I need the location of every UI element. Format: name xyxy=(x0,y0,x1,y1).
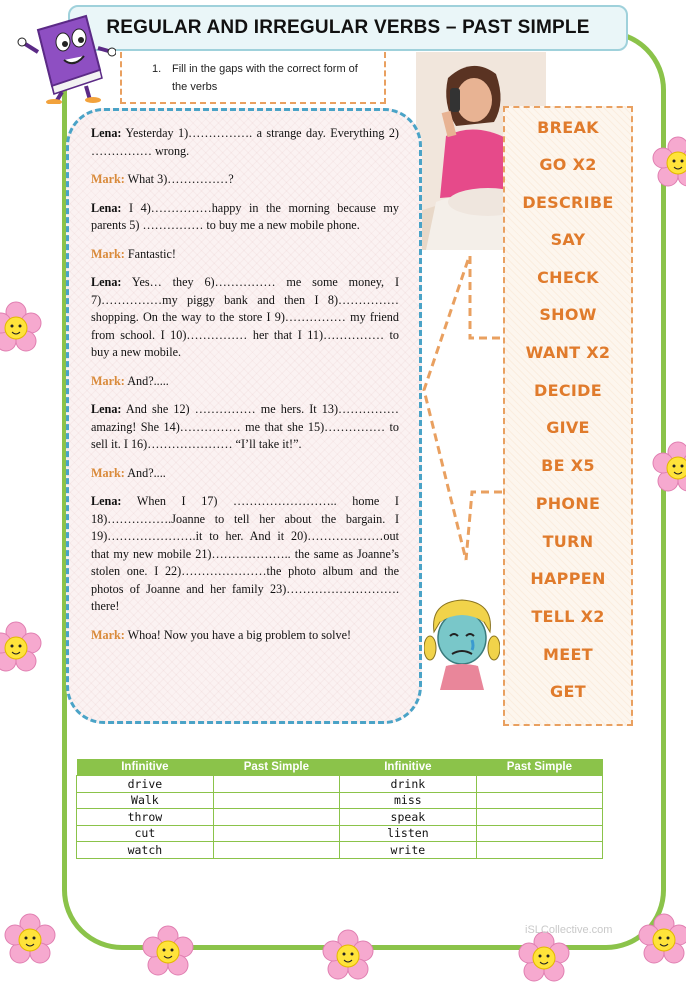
verb-item: GO X2 xyxy=(539,155,597,174)
past-simple-cell[interactable] xyxy=(213,809,339,826)
infinitive-cell: throw xyxy=(77,809,214,826)
past-simple-cell[interactable] xyxy=(476,809,602,826)
speaker-lena: Lena: xyxy=(91,494,122,508)
column-header: Infinitive xyxy=(339,759,476,776)
infinitive-cell: watch xyxy=(77,842,214,859)
verb-item: DESCRIBE xyxy=(522,193,614,212)
sad-girl-icon xyxy=(424,592,500,690)
column-header: Infinitive xyxy=(77,759,214,776)
infinitive-cell: listen xyxy=(339,825,476,842)
verb-item: BREAK xyxy=(537,118,599,137)
flower-icon xyxy=(320,928,376,984)
flower-icon xyxy=(650,135,686,191)
line-text: And she 12) …………… me hers. It 13)…………… amazing! She 14)…………… me that she 15)…………… to sell it. I 16)………………… “I’ll take it!”. xyxy=(91,402,399,451)
line-text: And?..... xyxy=(124,373,169,388)
table-row xyxy=(77,825,603,842)
dialogue-line xyxy=(91,401,399,454)
verb-item: SHOW xyxy=(539,305,597,324)
instruction-text: Fill in the gaps with the correct form of the verbs xyxy=(172,63,358,93)
line-text: Yesterday 1)……………. a strange day. Everything 2) …………… wrong. xyxy=(91,126,399,158)
book-mascot-icon xyxy=(16,12,116,104)
verb-table xyxy=(76,759,603,859)
infinitive-cell: miss xyxy=(339,792,476,809)
verb-item: BE X5 xyxy=(541,456,595,475)
verb-item: SAY xyxy=(550,230,586,249)
speaker-lena: Lena: xyxy=(91,275,122,289)
line-text: Whoa! Now you have a big problem to solve! xyxy=(124,627,352,642)
verb-item: TURN xyxy=(542,532,594,551)
table-header-row xyxy=(77,759,603,776)
verb-item: MEET xyxy=(543,645,593,664)
speaker-mark: Mark: xyxy=(91,172,125,186)
verb-item: TELL X2 xyxy=(531,607,605,626)
infinitive-cell: Walk xyxy=(77,792,214,809)
dialogue-line xyxy=(91,200,399,235)
line-text: When I 17) …………………….. home I 18)…………….Joanne to tell her about the bargain. I 19)………………….it to her. And it 20)………….……out that my new mobile 21)……………….. the same as Joanne’s stolen one. I 22)…………………the photo album and the photos of Joanne and her family 23)………………………. there! xyxy=(91,494,399,613)
flower-icon xyxy=(650,440,686,496)
infinitive-cell: cut xyxy=(77,825,214,842)
past-simple-cell[interactable] xyxy=(213,825,339,842)
dialogue-line xyxy=(91,274,399,362)
flower-icon xyxy=(636,912,686,968)
speaker-mark: Mark: xyxy=(91,627,125,642)
speaker-mark: Mark: xyxy=(91,373,125,388)
instruction-box xyxy=(120,52,386,104)
flower-icon xyxy=(516,930,572,986)
verb-item: GIVE xyxy=(546,418,590,437)
dialogue-line xyxy=(91,373,399,391)
column-header: Past Simple xyxy=(213,759,339,776)
table-row xyxy=(77,792,603,809)
speaker-lena: Lena: xyxy=(91,402,122,416)
past-simple-cell[interactable] xyxy=(213,842,339,859)
table-row xyxy=(77,842,603,859)
verb-item: PHONE xyxy=(535,494,601,513)
speaker-mark: Mark: xyxy=(91,246,125,261)
line-text: Fantastic! xyxy=(124,246,176,261)
dialogue-line xyxy=(91,246,399,264)
speech-pointer-lines xyxy=(418,230,508,590)
past-simple-cell[interactable] xyxy=(476,825,602,842)
dialogue-line xyxy=(91,493,399,616)
flower-icon xyxy=(140,924,196,980)
flower-icon xyxy=(2,912,58,968)
dialogue-line xyxy=(91,627,399,645)
speaker-mark: Mark: xyxy=(91,465,125,480)
speaker-lena: Lena: xyxy=(91,200,122,215)
flower-icon xyxy=(0,300,44,356)
line-text: What 3)……………? xyxy=(124,172,234,186)
column-header: Past Simple xyxy=(476,759,602,776)
past-simple-cell[interactable] xyxy=(213,776,339,793)
flower-icon xyxy=(0,620,44,676)
verb-item: DECIDE xyxy=(534,381,602,400)
verb-item: CHECK xyxy=(537,268,599,287)
verb-item: HAPPEN xyxy=(530,569,606,588)
line-text: I 4)……………happy in the morning because my parents 5) …………… to buy me a new mobile phone. xyxy=(91,200,399,232)
verb-item: GET xyxy=(550,682,586,701)
dialogue-line xyxy=(91,171,399,189)
line-text: And?.... xyxy=(124,465,166,480)
infinitive-cell: write xyxy=(339,842,476,859)
line-text: Yes… they 6)…………… me some money, I 7)……………my piggy bank and then I 8)…………… shopping. On the way to the store I 9)…………… my friend from school. I 10)…………… her that I 11)…………… to buy a new mobile. xyxy=(91,275,399,359)
table-row xyxy=(77,809,603,826)
infinitive-cell: drink xyxy=(339,776,476,793)
instruction-number: 1. xyxy=(152,63,162,75)
past-simple-cell[interactable] xyxy=(476,792,602,809)
infinitive-cell: speak xyxy=(339,809,476,826)
infinitive-cell: drive xyxy=(77,776,214,793)
past-simple-cell[interactable] xyxy=(476,842,602,859)
past-simple-cell[interactable] xyxy=(213,792,339,809)
verb-bank xyxy=(503,106,633,726)
watermark: iSLCollective.com xyxy=(525,924,613,936)
dialogue-line xyxy=(91,465,399,483)
dialogue-box xyxy=(66,108,422,724)
table-row xyxy=(77,776,603,793)
dialogue-line xyxy=(91,125,399,160)
speaker-lena: Lena: xyxy=(91,126,122,140)
page-title: REGULAR AND IRREGULAR VERBS – PAST SIMPLE xyxy=(68,5,628,51)
past-simple-cell[interactable] xyxy=(476,776,602,793)
verb-item: WANT X2 xyxy=(525,343,611,362)
